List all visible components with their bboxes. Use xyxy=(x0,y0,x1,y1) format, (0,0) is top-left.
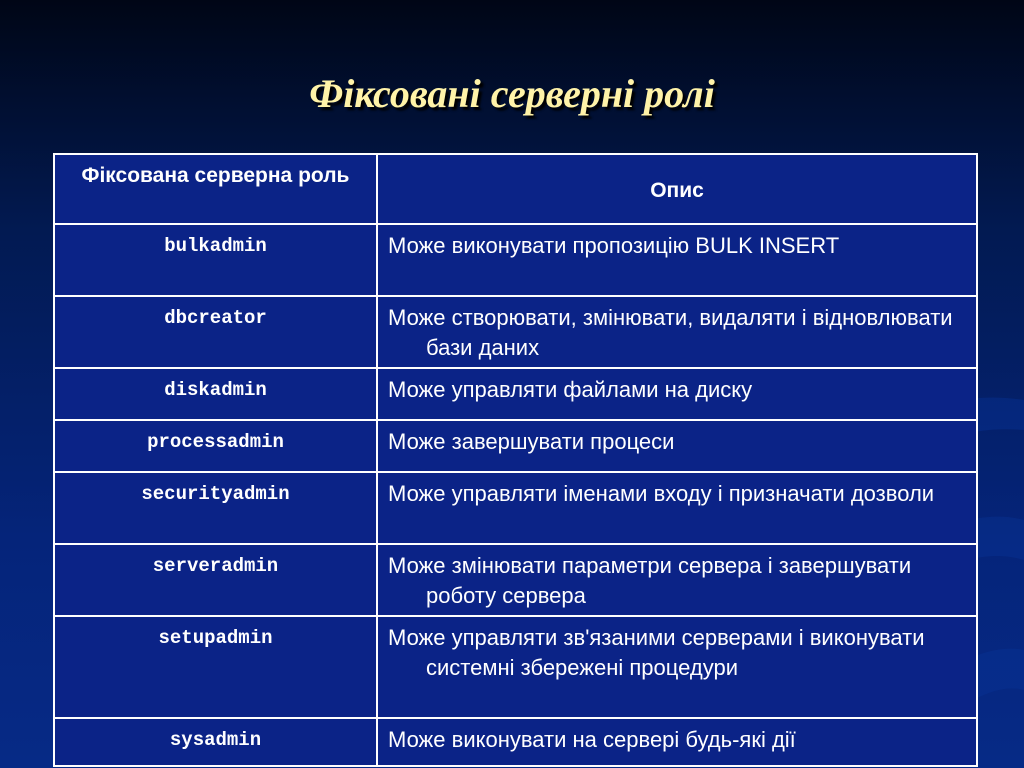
role-name: bulkadmin xyxy=(54,224,377,296)
header-role: Фіксована серверна роль xyxy=(54,154,377,224)
role-description: Може виконувати на сервері будь-які дії xyxy=(388,727,796,752)
role-description: Може управляти файлами на диску xyxy=(388,377,753,402)
role-description-cell xyxy=(377,718,977,766)
table-row xyxy=(54,368,977,420)
table-row xyxy=(54,544,977,616)
role-description-cell xyxy=(377,616,977,718)
role-description-cell xyxy=(377,296,977,368)
role-name: diskadmin xyxy=(54,368,377,420)
role-name: serveradmin xyxy=(54,544,377,616)
role-description: Може виконувати пропозицію BULK INSERT xyxy=(388,233,840,258)
role-description: Може змінювати параметри сервера і завершувати роботу сервера xyxy=(388,553,912,608)
role-name: processadmin xyxy=(54,420,377,472)
table-row xyxy=(54,472,977,544)
role-description-cell xyxy=(377,544,977,616)
role-description-cell xyxy=(377,420,977,472)
role-name: sysadmin xyxy=(54,718,377,766)
table-header-row xyxy=(54,154,977,224)
role-description: Може завершувати процеси xyxy=(388,429,675,454)
table-row xyxy=(54,718,977,766)
table-row xyxy=(54,224,977,296)
role-name: dbcreator xyxy=(54,296,377,368)
table-row xyxy=(54,616,977,718)
header-description: Опис xyxy=(377,154,977,224)
table-row xyxy=(54,420,977,472)
role-description-cell xyxy=(377,368,977,420)
slide-title: Фіксовані серверні ролі xyxy=(309,71,715,116)
role-description: Може управляти зв'язаними серверами і виконувати системні збережені процедури xyxy=(388,625,925,680)
role-name: securityadmin xyxy=(54,472,377,544)
role-description: Може створювати, змінювати, видаляти і відновлювати бази даних xyxy=(388,305,953,360)
role-name: setupadmin xyxy=(54,616,377,718)
roles-table xyxy=(53,153,978,767)
role-description-cell xyxy=(377,472,977,544)
table-row xyxy=(54,296,977,368)
role-description: Може управляти іменами входу і призначати дозволи xyxy=(388,481,935,506)
role-description-cell xyxy=(377,224,977,296)
